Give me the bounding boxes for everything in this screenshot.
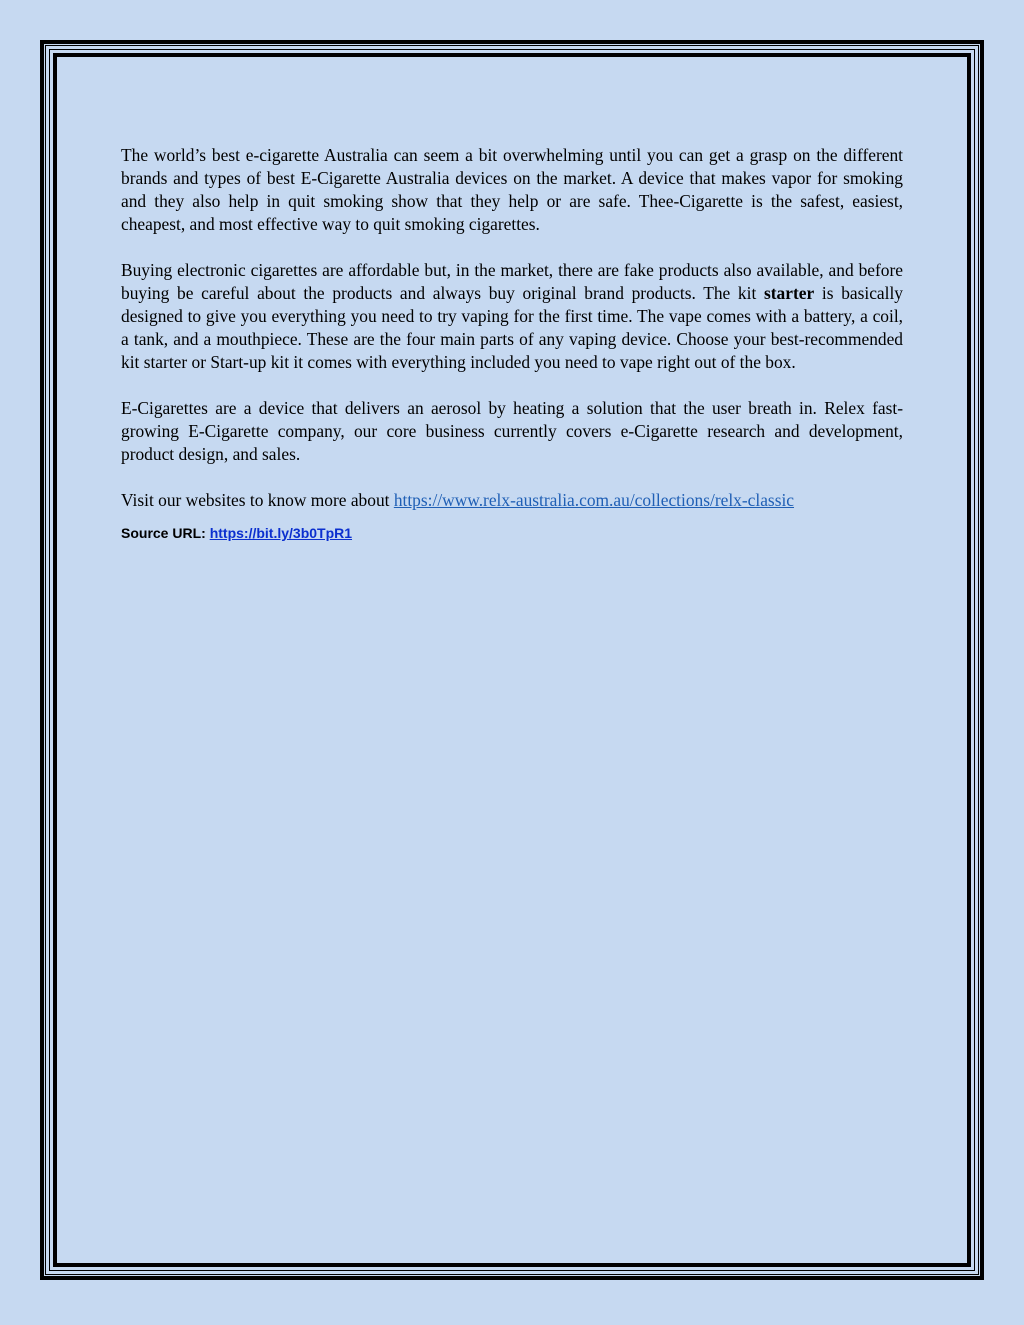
paragraph-buying-text-1: Buying electronic cigarettes are affordable but, in the market, there are fake products also available, and before buying be careful about the products and always buy original brand products. The kit [121, 260, 903, 303]
keyword-starter: starter [764, 283, 815, 303]
source-url-label: Source URL: [121, 525, 210, 541]
paragraph-buying [121, 259, 903, 374]
paragraph-intro: The world’s best e-cigarette Australia can seem a bit overwhelming until you can get a grasp on the different brands and types of best E-Cigarette Australia devices on the market. A device that makes vapor for smoking and they also help in quit smoking show that they help or are safe. Thee-Cigarette is the safest, easiest, cheapest, and most effective way to quit smoking cigarettes. [121, 145, 903, 234]
source-url-link[interactable]: https://bit.ly/3b0TpR1 [209, 525, 353, 541]
paragraph-visit [121, 489, 903, 512]
website-link[interactable]: https://www.relx-australia.com.au/collections/relx-classic [393, 490, 795, 510]
visit-text: Visit our websites to know more about [121, 490, 394, 510]
source-url-line [121, 524, 903, 542]
paragraph-buying-text-2: is basically designed to give you everything you need to try vaping for the first time. The vape comes with a battery, a coil, a tank, and a mouthpiece. These are the four main parts of any vaping device. Choose your best-recommended kit starter or Start-up kit it comes with everything included you need to vape right out of the box. [121, 283, 904, 372]
paragraph-company: E-Cigarettes are a device that delivers an aerosol by heating a solution that the user breath in. Relex fast-growing E-Cigarette company, our core business currently covers e-Cigarette research and development, product design, and sales. [121, 398, 903, 464]
document-body [121, 144, 903, 542]
